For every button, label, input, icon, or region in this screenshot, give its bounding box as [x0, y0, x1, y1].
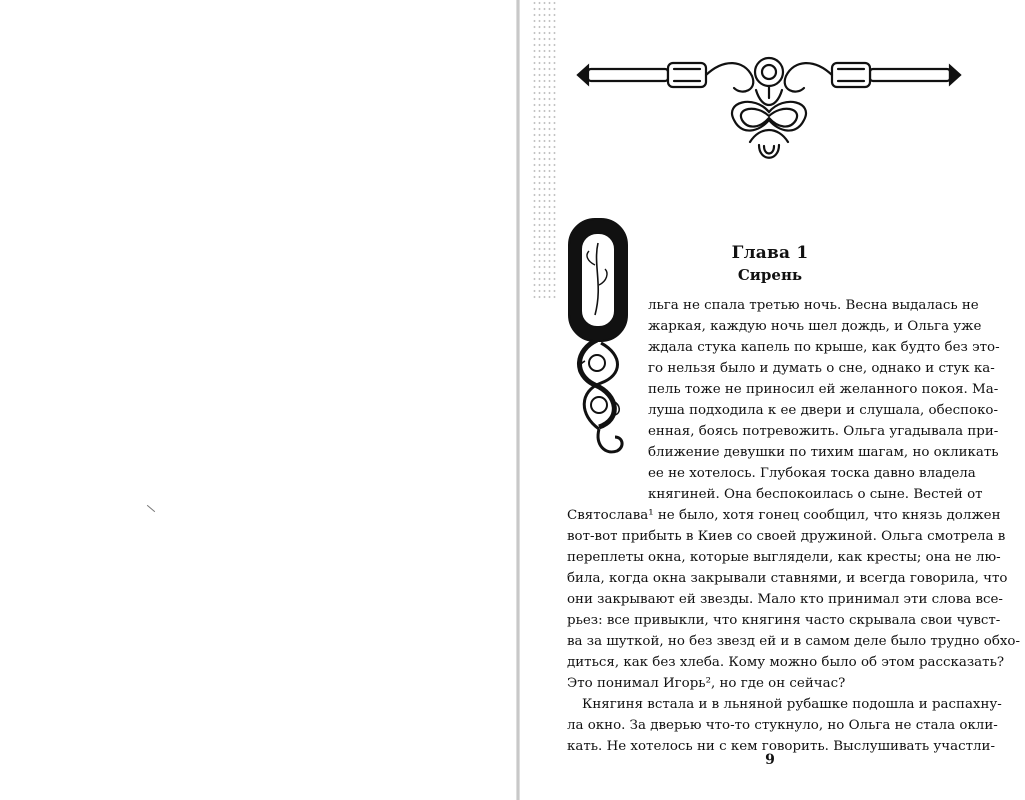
text-line: енная, боясь потревожить. Ольга угадывала при- — [648, 424, 999, 439]
headpiece-ornament-icon — [574, 50, 964, 165]
text-line: ла окно. За дверью что-то стукнуло, но Ольга не стала окли- — [567, 718, 998, 733]
text-line: луша подходила к ее двери и слушала, обеспоко- — [648, 403, 999, 418]
text-line: Святослава¹ не было, хотя гонец сообщил, что князь должен — [567, 508, 1001, 523]
text-line: ближение девушки по тихим шагам, но окликать — [648, 445, 999, 460]
text-line: рьез: все привыкли, что княгиня часто скрывала свои чувст- — [567, 613, 1001, 628]
text-line: ждала стука капель по крыше, как будто без это- — [648, 340, 1000, 355]
text-line: Княгиня встала и в льняной рубашке подошла и распахну- — [582, 697, 1002, 712]
text-line: жаркая, каждую ночь шел дождь, и Ольга уже — [648, 319, 982, 334]
text-line: княгиней. Она беспокоилась о сыне. Вестей от — [648, 487, 983, 502]
page-number: 9 — [765, 752, 775, 768]
text-line: кать. Не хотелось ни с кем говорить. Выслушивать участли- — [567, 739, 996, 754]
text-line: го нельзя было и думать о сне, однако и стук ка- — [648, 361, 995, 376]
text-line: ва за шуткой, но без звезд ей и в самом деле было трудно обхо- — [567, 634, 1021, 649]
text-line: диться, как без хлеба. Кому можно было об этом рассказать? — [567, 655, 1005, 670]
text-line: пель тоже не приносил ей желанного покоя. Ма- — [648, 382, 999, 397]
text-line: вот-вот прибыть в Киев со своей дружиной. Ольга смотрела в — [567, 529, 1006, 544]
chapter-subtitle: Сирень — [737, 266, 803, 284]
text-line: ее не хотелось. Глубокая тоска давно владела — [648, 466, 976, 481]
text-line: переплеты окна, которые выглядели, как кресты; она не лю- — [567, 550, 1001, 565]
drop-cap-initial-icon — [565, 215, 637, 465]
text-line: била, когда окна закрывали ставнями, и всегда говорила, что — [567, 571, 1008, 586]
chapter-title: Глава 1 — [731, 243, 809, 263]
text-line: льга не спала третью ночь. Весна выдалась не — [648, 298, 979, 313]
text-line: они закрывают ей звезды. Мало кто принимал эти слова все- — [567, 592, 1003, 607]
text-line: Это понимал Игорь², но где он сейчас? — [567, 676, 846, 691]
spine-speckle — [532, 0, 558, 300]
